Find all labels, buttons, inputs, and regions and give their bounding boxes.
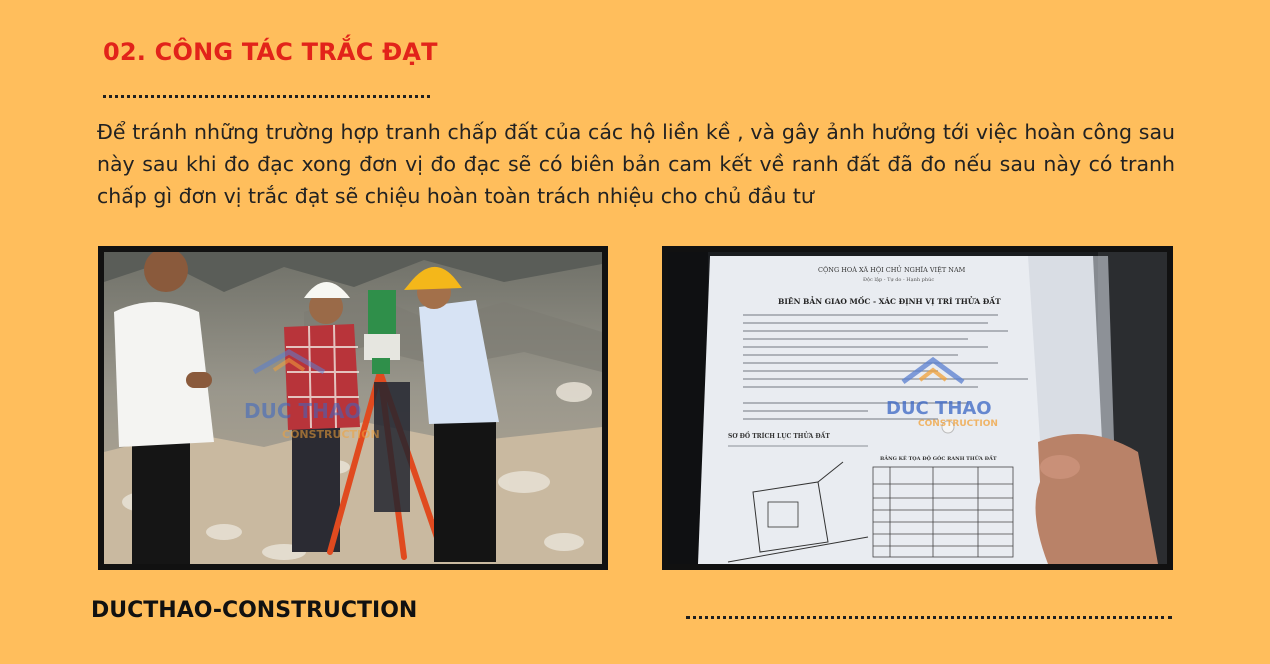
- land-document-photo: [662, 246, 1173, 570]
- document-header: CỘNG HOÀ XÃ HỘI CHỦ NGHĨA VIỆT NAM: [818, 266, 966, 274]
- section-title: 02. CÔNG TÁC TRẮC ĐẠT: [103, 38, 438, 66]
- footer-brand: DUCTHAO-CONSTRUCTION: [91, 598, 418, 623]
- watermark-subtext: CONSTRUCTION: [918, 419, 998, 429]
- footer-dotted-divider: [686, 616, 1172, 619]
- title-dotted-divider: [103, 95, 430, 98]
- document-title: BIÊN BẢN GIAO MỐC - XÁC ĐỊNH VỊ TRÍ THỬA ĐẤT: [778, 297, 1001, 306]
- watermark-text: DUC THAO: [244, 399, 362, 423]
- watermark-text: DUC THAO: [886, 398, 992, 419]
- surveying-team-photo: [98, 246, 608, 570]
- watermark-subtext: CONSTRUCTION: [282, 428, 380, 441]
- section-paragraph: Để tránh những trường hợp tranh chấp đất của các hộ liền kề , và gây ảnh hưởng tới việc hoàn công sau này sau khi đo đạc xong đơn vị đo đạc sẽ có biên bản cam kết về ranh đất đã đo nếu sau này có tranh chấp gì đơn vị trắc đạt sẽ chiệu hoàn toàn trách nhiệu cho chủ đầu tư: [97, 120, 1175, 208]
- document-subheader: Độc lập - Tự do - Hạnh phúc: [863, 277, 935, 283]
- surveying-team-illustration: [104, 252, 602, 564]
- map-title: SƠ ĐỒ TRÍCH LỤC THỬA ĐẤT: [728, 433, 830, 440]
- coordinate-table-title: BẢNG KÊ TỌA ĐỘ GÓC RANH THỬA ĐẤT: [880, 456, 997, 462]
- land-document-illustration: [668, 252, 1167, 564]
